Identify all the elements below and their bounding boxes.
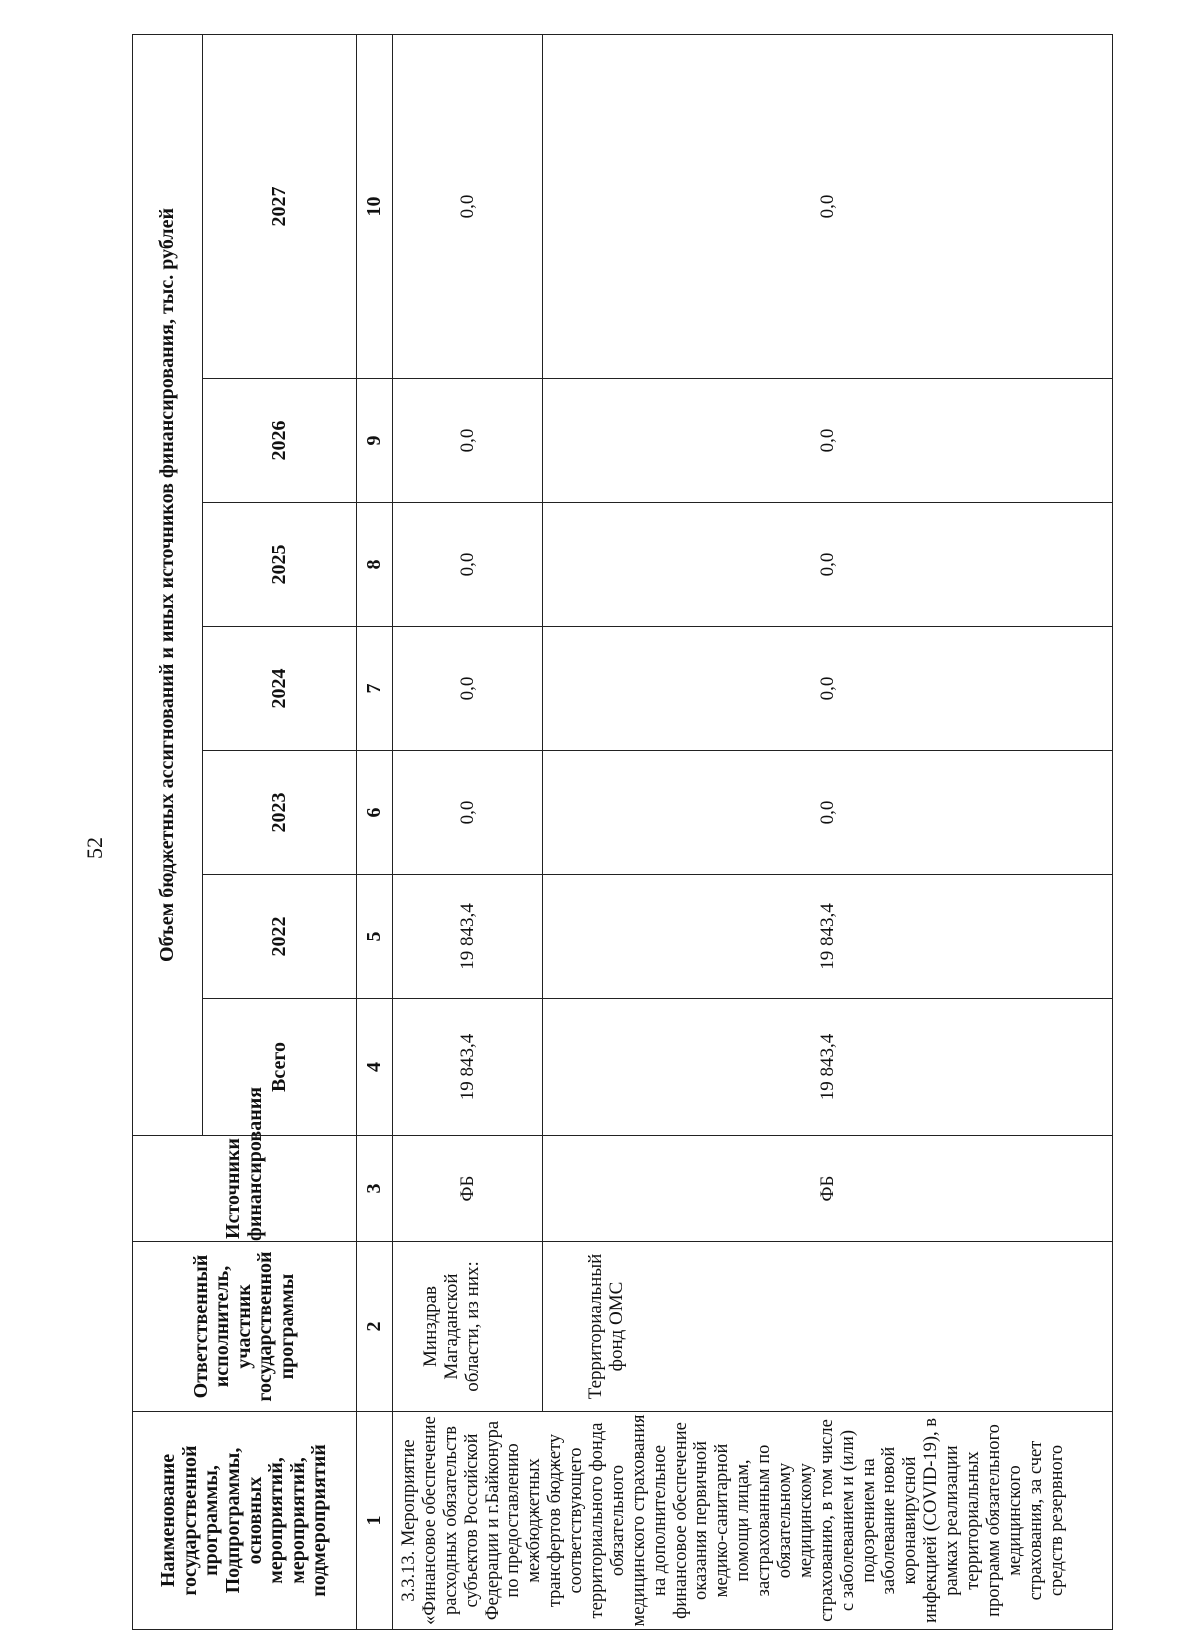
column-number: 6 <box>357 751 393 875</box>
executor-cell: Минздрав Магаданской области, из них: <box>393 1242 543 1412</box>
column-number: 5 <box>357 875 393 999</box>
header-year-2024: 2024 <box>203 627 357 751</box>
header-total: Всего <box>203 999 357 1136</box>
header-year-2022: 2022 <box>203 875 357 999</box>
header-program-name: Наименование государственной программы, Подпрограммы, основных мероприятий, мероприятий, подмероприятий <box>133 1412 357 1630</box>
year-value-cell: 0,0 <box>393 751 543 875</box>
column-number: 4 <box>357 999 393 1136</box>
year-value-cell: 0,0 <box>393 503 543 627</box>
activity-description: 3.3.13. Мероприятие «Финансовое обеспечение расходных обязательств субъектов Российской Федерации и г.Байконура по предоставлению межбюджетных трансфертов бюджету соответствующего территориального фонда обязательного медицинского страхования на дополнительное финансовое обеспечение оказания первичной медико-санитарной помощи лицам, застрахованным по обязательному медицинскому страхованию, в том числе с заболеванием и (или) подозрением на заболевание новой коронавирусной инфекцией (COVID-19), в рамках реализации территориальных программ обязательного медицинского страхования, за счет средств резервного <box>393 1412 1113 1630</box>
year-value-cell: 0,0 <box>543 751 1113 875</box>
year-value-cell: 19 843,4 <box>393 875 543 999</box>
column-number: 9 <box>357 379 393 503</box>
total-cell: 19 843,4 <box>393 999 543 1136</box>
rotated-table-container <box>132 35 1112 1630</box>
year-value-cell: 19 843,4 <box>543 875 1113 999</box>
funding-table <box>132 34 1113 1630</box>
funding-source-cell: ФБ <box>393 1136 543 1242</box>
header-year-2025: 2025 <box>203 503 357 627</box>
year-value-cell: 0,0 <box>543 627 1113 751</box>
executor-cell: Территориальный фонд ОМС <box>543 1242 1113 1412</box>
header-year-2026: 2026 <box>203 379 357 503</box>
column-number: 3 <box>357 1136 393 1242</box>
total-cell: 19 843,4 <box>543 999 1113 1136</box>
header-row-top <box>133 34 203 1629</box>
column-number: 7 <box>357 627 393 751</box>
table-row <box>393 34 543 1629</box>
year-value-cell: 0,0 <box>543 34 1113 378</box>
header-year-2027: 2027 <box>203 34 357 378</box>
funding-source-cell: ФБ <box>543 1136 1113 1242</box>
year-value-cell: 0,0 <box>393 627 543 751</box>
header-funding-source: Источники финансирования <box>133 1136 357 1242</box>
column-number: 1 <box>357 1412 393 1630</box>
header-funding-volume: Объем бюджетных ассигнований и иных источников финансирования, тыс. рублей <box>133 34 203 1135</box>
page-number: 52 <box>82 837 107 859</box>
year-value-cell: 0,0 <box>543 379 1113 503</box>
header-year-2023: 2023 <box>203 751 357 875</box>
year-value-cell: 0,0 <box>543 503 1113 627</box>
column-number-row <box>357 34 393 1629</box>
header-executor: Ответственный исполнитель, участник государственной программы <box>133 1242 357 1412</box>
year-value-cell: 0,0 <box>393 34 543 378</box>
column-number: 8 <box>357 503 393 627</box>
table-row <box>543 34 1113 1629</box>
column-number: 10 <box>357 34 393 378</box>
column-number: 2 <box>357 1242 393 1412</box>
year-value-cell: 0,0 <box>393 379 543 503</box>
